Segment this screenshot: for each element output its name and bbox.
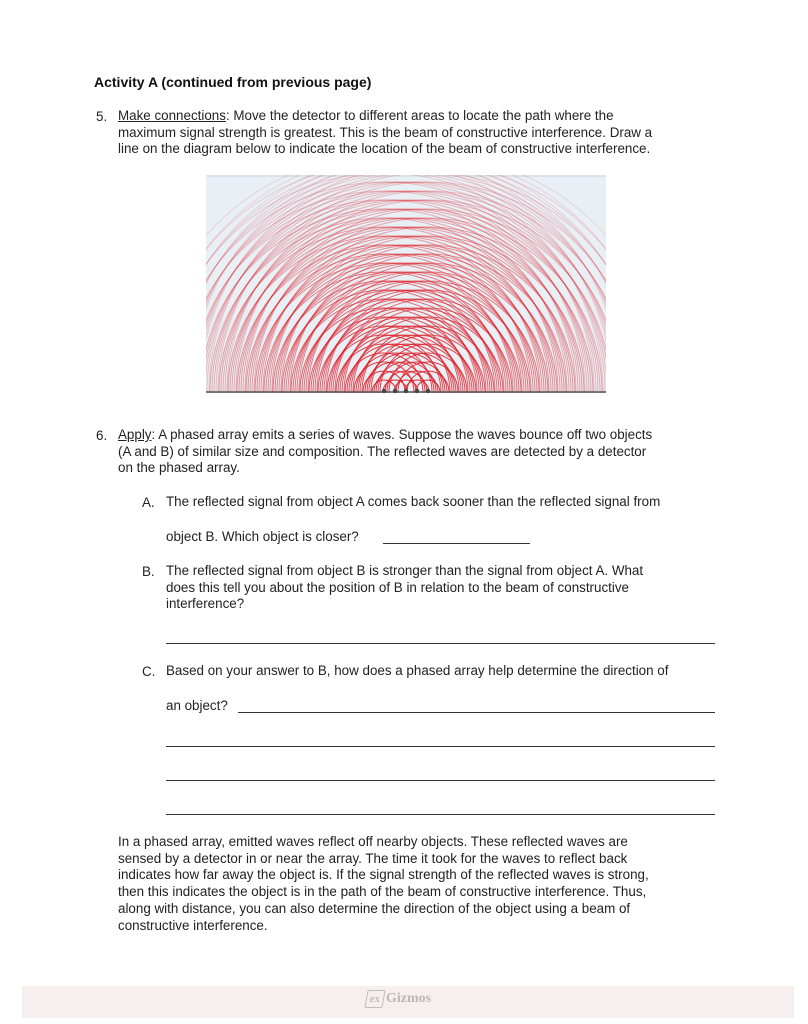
question-6b-line-1: The reflected signal from object B is stronger than the signal from object A. What	[166, 563, 644, 578]
question-6b-letter: B.	[142, 564, 155, 579]
gizmos-logo-text: Gizmos	[386, 991, 432, 1006]
answer-line-6c-2[interactable]	[166, 746, 715, 747]
answer-line-6b[interactable]	[166, 643, 715, 644]
question-6a-line-2: object B. Which object is closer?	[166, 529, 359, 544]
emitter-dot	[393, 389, 397, 393]
wave-interference-svg	[206, 175, 606, 395]
summary-paragraph	[118, 834, 738, 934]
question-5-number: 5.	[96, 109, 108, 124]
emitter-dot	[426, 389, 430, 393]
question-6-label: Apply	[118, 427, 152, 442]
answer-line-6a[interactable]	[383, 543, 530, 544]
answer-line-6c-1[interactable]	[238, 712, 715, 713]
answer-line-6c-3[interactable]	[166, 780, 715, 781]
question-6a-line-1: The reflected signal from object A comes back sooner than the reflected signal from	[166, 494, 661, 509]
question-6b-text	[166, 563, 726, 613]
question-5-line-2: maximum signal strength is greatest. This is the beam of constructive interference. Draw a	[118, 124, 653, 140]
question-6b-line-2: does this tell you about the position of B in relation to the beam of constructive	[166, 579, 629, 595]
wave-interference-diagram[interactable]	[206, 175, 606, 395]
summary-line-3: indicates how far away the object is. If the signal strength of the reflected waves is strong,	[118, 867, 649, 883]
question-5-line-3: line on the diagram below to indicate the location of the beam of constructive interference.	[118, 141, 651, 157]
emitter-dot	[404, 389, 408, 393]
question-6-line-3: on the phased array.	[118, 460, 240, 476]
answer-line-6c-4[interactable]	[166, 814, 715, 815]
question-6a-letter: A.	[142, 495, 155, 510]
question-5-line-1: : Move the detector to different areas to locate the path where the	[225, 108, 614, 123]
question-5-label: Make connections	[118, 108, 226, 123]
summary-line-1: In a phased array, emitted waves reflect off nearby objects. These reflected waves are	[118, 834, 628, 849]
question-6-line-1: : A phased array emits a series of waves. Suppose the waves bounce off two objects	[151, 427, 653, 442]
question-6c-line-2: an object?	[166, 698, 228, 713]
gizmos-logo-icon: ex	[364, 990, 385, 1008]
emitter-dot	[382, 389, 386, 393]
question-6b-line-3: interference?	[166, 596, 245, 612]
question-6c-letter: C.	[142, 664, 156, 679]
question-6c-line-1: Based on your answer to B, how does a phased array help determine the direction of	[166, 663, 669, 678]
emitter-dot	[415, 389, 419, 393]
question-6-text	[118, 427, 738, 477]
question-6-line-2: (A and B) of similar size and composition. The reflected waves are detected by a detector	[118, 443, 647, 459]
gizmos-logo	[366, 990, 431, 1008]
summary-line-5: along with distance, you can also determine the direction of the object using a beam of	[118, 900, 631, 916]
activity-heading: Activity A (continued from previous page)	[94, 74, 372, 90]
summary-line-6: constructive interference.	[118, 917, 268, 933]
question-6-number: 6.	[96, 428, 108, 443]
summary-line-2: sensed by a detector in or near the array. The time it took for the waves to reflect back	[118, 850, 628, 866]
summary-line-4: then this indicates the object is in the path of the beam of constructive interference. Thus,	[118, 884, 647, 900]
question-5-text	[118, 108, 738, 158]
